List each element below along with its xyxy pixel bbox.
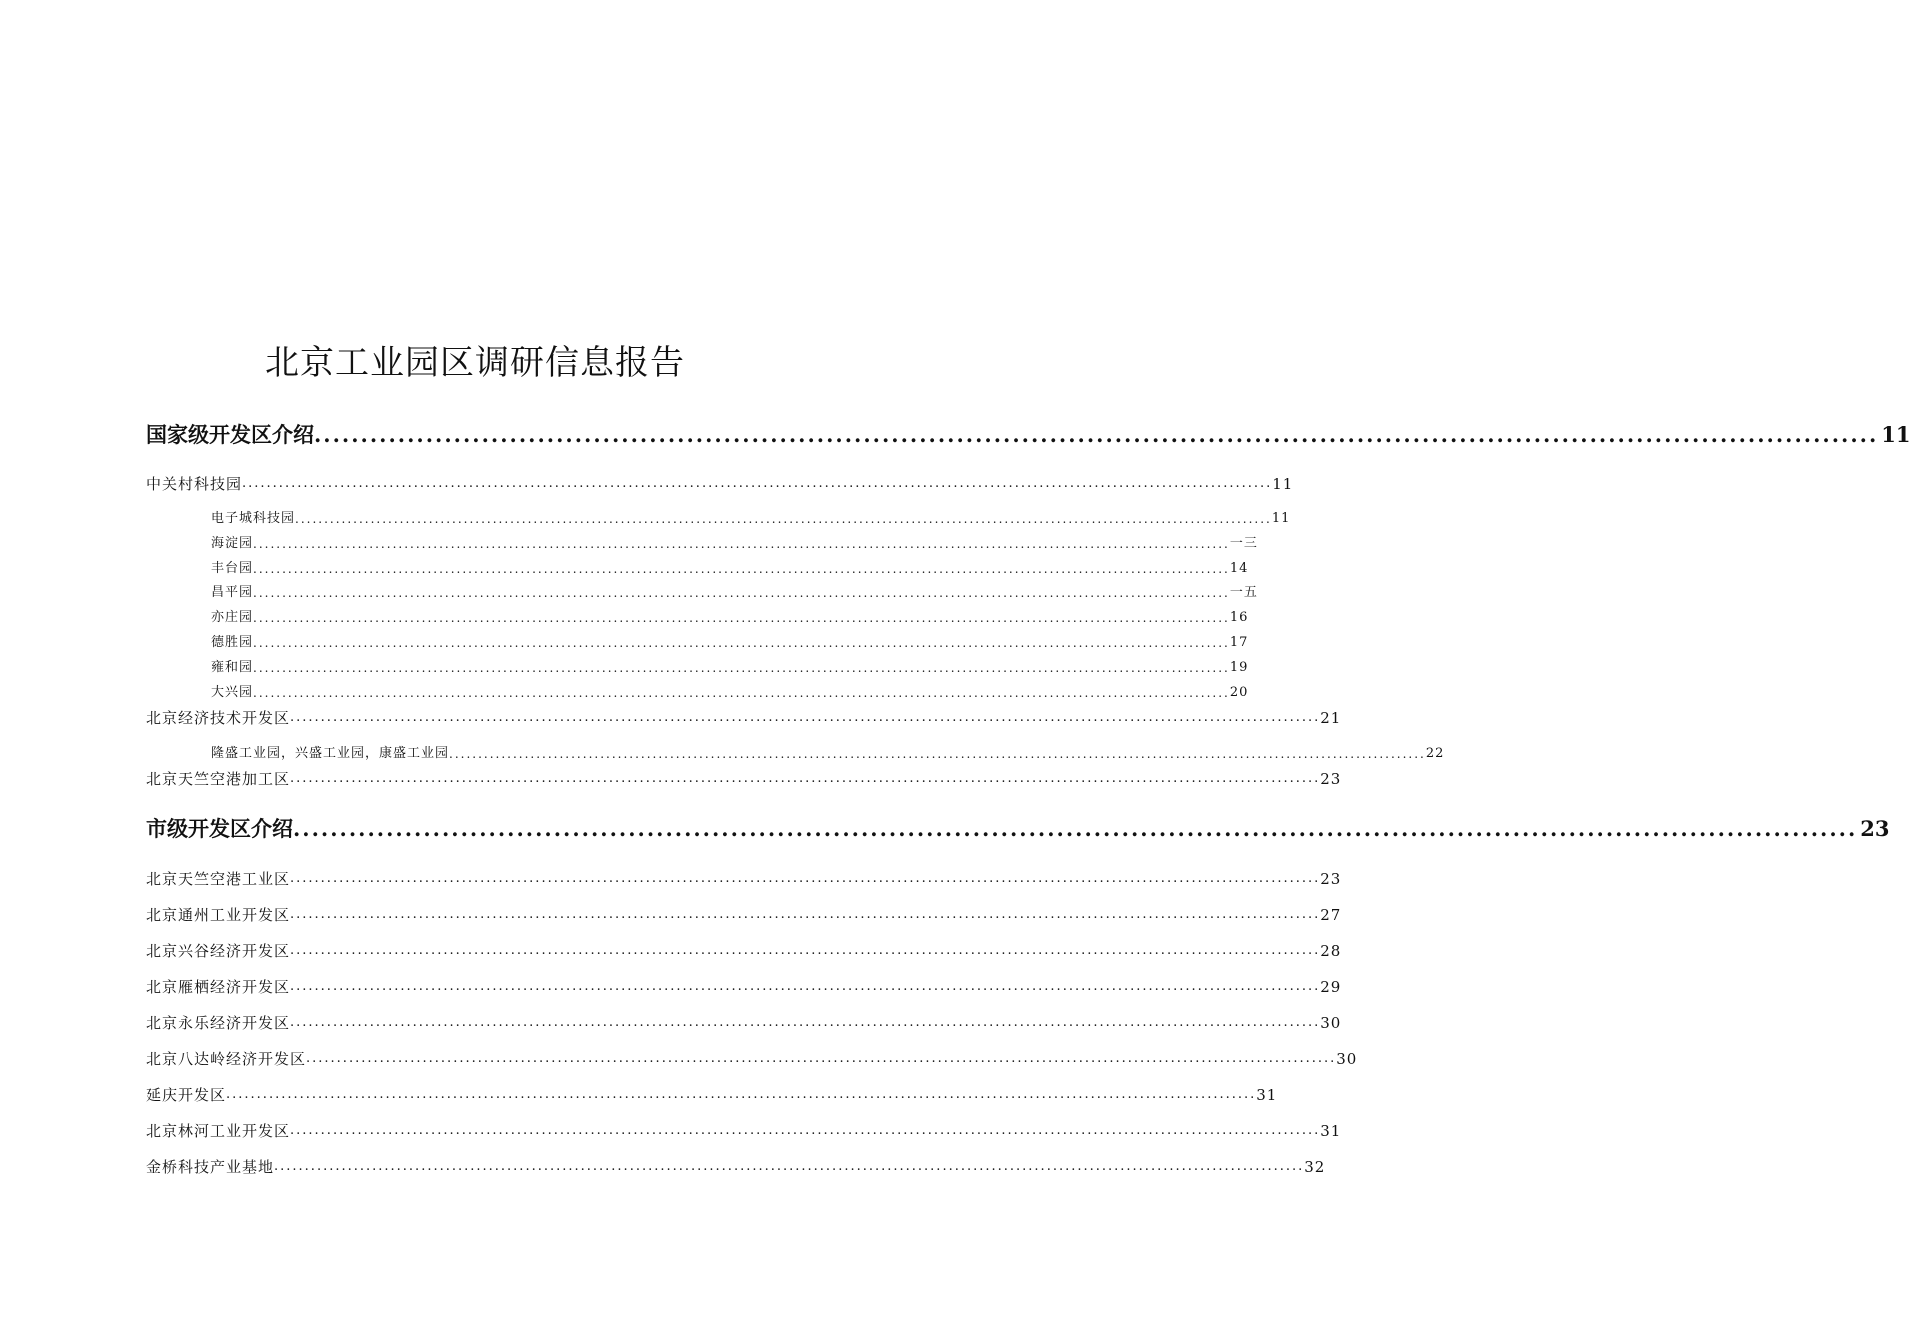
toc-dot-leader: ........................................................................................................................................................................ <box>253 562 1230 576</box>
document-title: 北京工业园区调研信息报告 <box>265 342 685 383</box>
toc-dot-leader: ........................................................................................................................................................................ <box>290 871 1321 886</box>
toc-entry-daxing[interactable] <box>211 682 1249 704</box>
toc-page-number: 19 <box>1229 660 1249 675</box>
toc-dot-leader: ........................................................................................................................................................................ <box>290 771 1321 786</box>
toc-entry-label: 市级开发区介绍 <box>146 816 293 841</box>
toc-page-number: 32 <box>1304 1158 1326 1176</box>
toc-entry-label: 北京天竺空港工业区 <box>146 870 291 888</box>
toc-dot-leader: ........................................................................................................................................................................ <box>253 661 1230 675</box>
toc-entry-yanqi[interactable] <box>146 975 1342 999</box>
toc-page-number: 17 <box>1229 635 1249 650</box>
toc-dot-leader: ........................................................................................................................................................................ <box>226 1087 1257 1102</box>
toc-entry-label: 北京林河工业开发区 <box>146 1122 291 1140</box>
toc-entry-yonghe[interactable] <box>211 657 1249 679</box>
toc-page-number: 29 <box>1320 978 1342 996</box>
toc-entry-label: 北京永乐经济开发区 <box>146 1014 291 1032</box>
toc-dot-leader: ........................................................................................................................................................................ <box>253 586 1230 600</box>
toc-entry-label: 丰台园 <box>211 561 254 576</box>
toc-entry-yongle[interactable] <box>146 1011 1342 1035</box>
toc-entry-label: 北京雁栖经济开发区 <box>146 978 291 996</box>
toc-page-number: 14 <box>1229 561 1249 576</box>
toc-entry-linhe[interactable] <box>146 1119 1342 1143</box>
toc-dot-leader: ........................................................................................................................................................................ <box>290 943 1321 958</box>
toc-entry-badaling[interactable] <box>146 1047 1358 1071</box>
toc-dot-leader: ........................................................................................................................................................................ <box>290 710 1321 725</box>
toc-entry-tongzhou[interactable] <box>146 903 1342 927</box>
toc-dot-leader: ........................................................................................................................................................................ <box>253 537 1230 551</box>
toc-dot-leader: ........................................................................................................................................................................ <box>290 1015 1321 1030</box>
toc-dot-leader: ........................................................................................................................................................................ <box>253 636 1230 650</box>
toc-entry-xinggu[interactable] <box>146 939 1342 963</box>
toc-entry-jinqiao[interactable] <box>146 1155 1326 1179</box>
toc-entry-label: 北京八达岭经济开发区 <box>146 1050 307 1068</box>
toc-page-number: 27 <box>1320 906 1342 924</box>
toc-entry-label: 中关村科技园 <box>146 475 243 493</box>
toc-entry-label: 大兴园 <box>211 685 254 700</box>
toc-page-number: 31 <box>1256 1086 1278 1104</box>
toc-entry-label: 金桥科技产业基地 <box>146 1158 275 1176</box>
toc-dot-leader: ........................................................................................................................................................................ <box>253 611 1230 625</box>
toc-entry-longsheng-xingsheng-kangsheng[interactable] <box>211 743 1445 765</box>
toc-dot-leader: ........................................................................................................................................................................ <box>290 979 1321 994</box>
toc-dot-leader: ........................................................................................................................................................................ <box>290 1123 1321 1138</box>
toc-entry-beijing-etdz[interactable] <box>146 706 1342 730</box>
toc-page-number: 一五 <box>1229 585 1258 600</box>
toc-page-number: 11 <box>1272 475 1294 493</box>
toc-page-number: 31 <box>1320 1122 1342 1140</box>
toc-dot-leader: ........................................................................................................................................................................ <box>242 476 1273 491</box>
toc-page-number: 23 <box>1860 816 1890 841</box>
toc-dot-leader: ........................................................................................................................................................................ <box>449 747 1426 761</box>
toc-entry-label: 北京兴谷经济开发区 <box>146 942 291 960</box>
toc-entry-dianzicheng[interactable] <box>211 508 1291 530</box>
toc-page-number: 28 <box>1320 942 1342 960</box>
toc-dot-leader: ........................................................................................................................................................................ <box>295 512 1272 526</box>
toc-entry-yizhuang[interactable] <box>211 607 1249 629</box>
toc-dot-leader: ........................................................................................................................................................................ <box>306 1051 1337 1066</box>
toc-page-number: 16 <box>1229 610 1249 625</box>
toc-entry-label: 北京天竺空港加工区 <box>146 770 291 788</box>
toc-entry-desheng[interactable] <box>211 632 1249 654</box>
toc-page-number: 30 <box>1320 1014 1342 1032</box>
toc-dot-leader: ........................................................................................................................................................................ <box>290 907 1321 922</box>
toc-page-number: 一三 <box>1229 536 1258 551</box>
toc-entry-national-zones[interactable] <box>146 420 1911 450</box>
toc-entry-changping[interactable] <box>211 582 1258 604</box>
toc-entry-label: 北京经济技术开发区 <box>146 709 291 727</box>
toc-dot-leader: ........................................................................................................................................................................ <box>314 422 1879 447</box>
toc-entry-municipal-zones[interactable] <box>146 814 1890 844</box>
toc-page-number: 23 <box>1320 870 1342 888</box>
toc-entry-label: 海淀园 <box>211 536 254 551</box>
toc-entry-haidian[interactable] <box>211 533 1258 555</box>
toc-entry-label: 雍和园 <box>211 660 254 675</box>
toc-entry-tianzhu-industrial-zone[interactable] <box>146 867 1342 891</box>
toc-entry-tianzhu-processing-zone[interactable] <box>146 767 1342 791</box>
toc-dot-leader: ........................................................................................................................................................................ <box>293 816 1858 841</box>
toc-entry-label: 电子城科技园 <box>211 511 296 526</box>
toc-page-number: 22 <box>1425 746 1445 761</box>
toc-entry-label: 德胜园 <box>211 635 254 650</box>
toc-entry-label: 昌平园 <box>211 585 254 600</box>
toc-entry-label: 亦庄园 <box>211 610 254 625</box>
toc-entry-yanqing[interactable] <box>146 1083 1278 1107</box>
toc-entry-label: 北京通州工业开发区 <box>146 906 291 924</box>
toc-entry-fengtai[interactable] <box>211 558 1249 580</box>
toc-page-number: 21 <box>1320 709 1342 727</box>
toc-entry-label: 隆盛工业园，兴盛工业园，康盛工业园 <box>211 746 450 761</box>
toc-dot-leader: ........................................................................................................................................................................ <box>253 686 1230 700</box>
toc-page-number: 30 <box>1336 1050 1358 1068</box>
toc-entry-label: 国家级开发区介绍 <box>146 422 314 447</box>
toc-page-number: 11 <box>1881 422 1911 447</box>
toc-entry-label: 延庆开发区 <box>146 1086 227 1104</box>
toc-page-number: 20 <box>1229 685 1249 700</box>
toc-page-number: 23 <box>1320 770 1342 788</box>
toc-dot-leader: ........................................................................................................................................................................ <box>274 1159 1305 1174</box>
toc-page-number: 11 <box>1271 511 1291 526</box>
toc-entry-zhongguancun[interactable] <box>146 472 1294 496</box>
